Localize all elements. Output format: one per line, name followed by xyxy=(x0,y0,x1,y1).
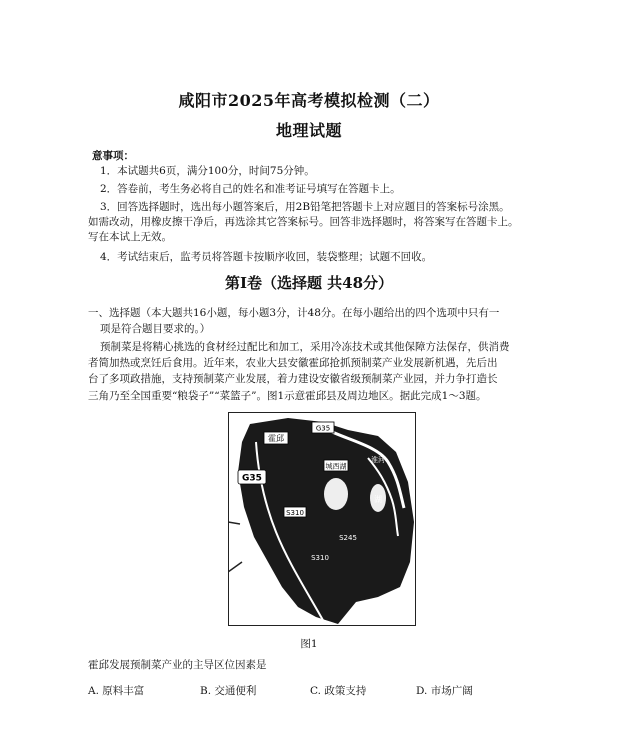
map-label-route: G35 xyxy=(315,424,331,433)
exam-title: 咸阳市2025年高考模拟检测（二） xyxy=(178,91,440,110)
passage-line: 者简加热或烹饪后食用。近年来，农业大县安徽霍邱抢抓预制菜产业发展新机遇，先后出 xyxy=(88,357,498,369)
exam-subject: 地理试题 xyxy=(275,121,342,140)
note-item: 如需改动，用橡皮擦干净后，再选涂其它答案标号。回答非选择题时，将答案写在答题卡上。 xyxy=(88,216,519,228)
option-c: C. 政策支持 xyxy=(310,685,367,697)
section-instruction: 一、选择题（本大题共16小题，每小题3分，计48分。在每小题给出的四个选项中只有一 xyxy=(88,307,500,319)
map-label-lake1: 城西湖 xyxy=(325,462,347,471)
note-item: 3．回答选择题时，选出每小题答案后，用2B铅笔把答题卡上对应题目的答案标号涂黑。 xyxy=(100,201,510,213)
map-label-lake2: 湖 xyxy=(374,495,382,504)
map-label-county: 霍邱 xyxy=(268,434,284,443)
note-item: 1．本试题共6页，满分100分，时间75分钟。 xyxy=(100,165,315,177)
passage-line: 台了多项政措施，支持预制菜产业发展，着力建设安徽省级预制菜产业园，并力争打造长 xyxy=(88,373,498,385)
option-d: D. 市场广阔 xyxy=(416,685,473,697)
map-label-river: 淮河 xyxy=(371,456,385,464)
lake-shape xyxy=(324,478,348,510)
map-label-road3: S310 xyxy=(311,554,329,562)
map-figure xyxy=(228,412,416,626)
note-item: 写在本试上无效。 xyxy=(88,231,172,243)
passage-line: 三角乃至全国重要“粮袋子”“菜篮子”。图1示意霍邱县及周边地区。据此完成1～3题。 xyxy=(88,390,487,402)
map-svg xyxy=(228,412,416,626)
option-a: A. 原料丰富 xyxy=(88,685,145,697)
note-item: 4．考试结束后，监考员将答题卡按顺序收回，装袋整理；试题不回收。 xyxy=(100,251,433,263)
question-text: 霍邱发展预制菜产业的主导区位因素是 xyxy=(88,659,267,671)
notes-heading: 意事项： xyxy=(92,150,134,162)
section-title: 第Ⅰ卷（选择题 共48分） xyxy=(224,274,394,292)
note-item: 2．答卷前，考生务必将自己的姓名和准考证号填写在答题卡上。 xyxy=(100,183,401,195)
option-b: B. 交通便利 xyxy=(200,685,257,697)
map-label-road2: S245 xyxy=(339,534,357,542)
map-label-highway: G35 xyxy=(242,473,262,484)
passage-line: 预制菜是将精心挑选的食材经过配比和加工，采用冷冻技术或其他保障方法保存，供消费 xyxy=(100,341,510,353)
map-label-road: S310 xyxy=(286,509,304,517)
figure-caption: 图1 xyxy=(300,638,318,650)
section-instruction: 项是符合题目要求的。） xyxy=(100,323,211,335)
